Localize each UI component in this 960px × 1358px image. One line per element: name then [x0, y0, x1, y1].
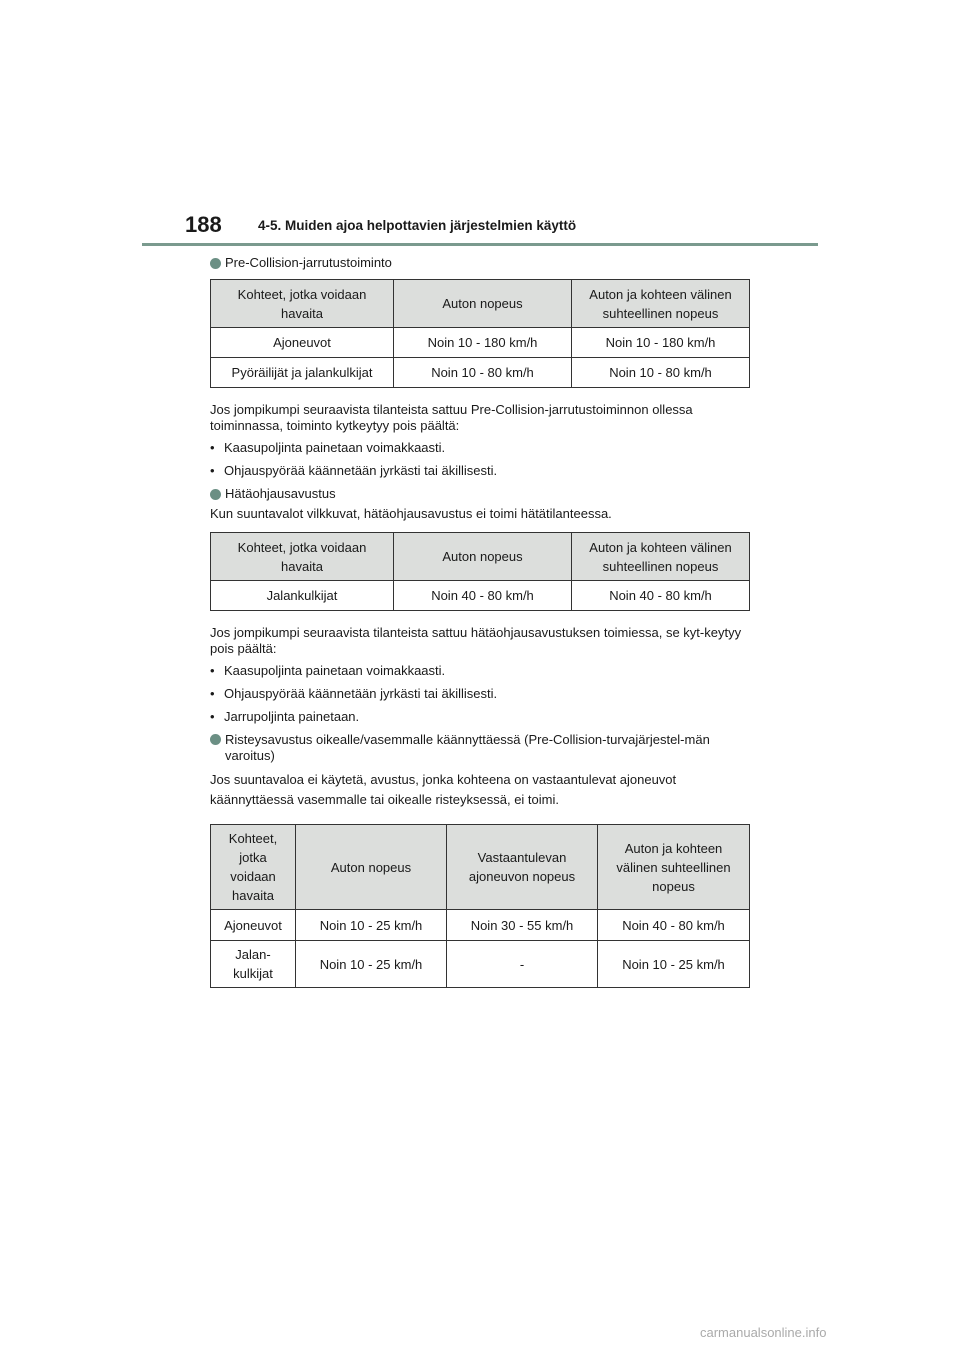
detection-table-2	[210, 532, 750, 611]
watermark: carmanualsonline.info	[700, 1325, 827, 1340]
page-number: 188	[185, 212, 222, 237]
table-cell: Jalan-kulkijat	[211, 941, 296, 988]
table-row	[211, 941, 750, 988]
table-cell: Noin 10 - 80 km/h	[572, 358, 750, 388]
table-header: Auton ja kohteen välinen suhteellinen nopeus	[572, 280, 750, 328]
header-divider	[142, 243, 818, 246]
paragraph: Kun suuntavalot vilkkuvat, hätäohjausavustus ei toimi hätätilanteessa.	[210, 506, 612, 521]
bullet-dot-icon	[210, 734, 221, 745]
bullet-dot-icon	[210, 258, 221, 269]
paragraph: Jos jompikumpi seuraavista tilanteista sattuu hätäohjausavustuksen toimiessa, se kyt-keytyy pois päältä:	[210, 625, 742, 656]
table-cell: -	[447, 941, 598, 988]
page-content	[210, 255, 750, 1002]
table-cell: Noin 10 - 180 km/h	[394, 328, 572, 358]
table-cell: Noin 40 - 80 km/h	[394, 581, 572, 611]
table-cell: Noin 30 - 55 km/h	[447, 910, 598, 941]
list-item: • Ohjauspyörää käännetään jyrkästi tai äkillisesti.	[210, 686, 498, 701]
table-header: Kohteet, jotka voidaan havaita	[211, 825, 296, 910]
table-cell: Noin 10 - 25 km/h	[296, 941, 447, 988]
table-cell: Noin 40 - 80 km/h	[598, 910, 750, 941]
table-cell: Ajoneuvot	[211, 328, 394, 358]
table-header: Vastaantulevan ajoneuvon nopeus	[447, 825, 598, 910]
table-cell: Pyöräilijät ja jalankulkijat	[211, 358, 394, 388]
table-cell: Ajoneuvot	[211, 910, 296, 941]
table-row	[211, 910, 750, 941]
paragraph: Jos suuntavaloa ei käytetä, avustus, jonka kohteena on vastaantulevat ajoneuvot käännyttäessä vasemmalle tai oikealle risteyksessä, ei toimi.	[210, 772, 677, 807]
table-cell: Noin 10 - 180 km/h	[572, 328, 750, 358]
list-item: • Ohjauspyörää käännetään jyrkästi tai äkillisesti.	[210, 463, 498, 478]
list-item: • Jarrupoljinta painetaan.	[210, 709, 360, 724]
list-item: • Kaasupoljinta painetaan voimakkaasti.	[210, 440, 446, 455]
table-row	[211, 328, 750, 358]
list-item: • Kaasupoljinta painetaan voimakkaasti.	[210, 663, 446, 678]
detection-table-1	[210, 279, 750, 388]
table-header: Kohteet, jotka voidaan havaita	[211, 280, 394, 328]
table-header: Auton nopeus	[296, 825, 447, 910]
section-heading-text: Pre-Collision-jarrutustoiminto	[225, 255, 392, 270]
section-heading-text: Hätäohjausavustus	[225, 486, 336, 501]
section-heading	[210, 255, 750, 271]
table-row	[211, 581, 750, 611]
detection-table-3	[210, 824, 750, 988]
table-header: Auton nopeus	[394, 280, 572, 328]
section-heading	[210, 732, 750, 764]
table-cell: Jalankulkijat	[211, 581, 394, 611]
table-row	[211, 358, 750, 388]
table-header: Auton nopeus	[394, 533, 572, 581]
paragraph: Jos jompikumpi seuraavista tilanteista sattuu Pre-Collision-jarrutustoiminnon ollessa toiminnassa, toiminto kytkeytyy pois päältä:	[210, 402, 693, 433]
section-heading-text: Risteysavustus oikealle/vasemmalle käännyttäessä (Pre-Collision-turvajärjestel-män varoitus)	[225, 732, 710, 763]
table-header: Kohteet, jotka voidaan havaita	[211, 533, 394, 581]
section-heading	[210, 486, 750, 502]
table-cell: Noin 40 - 80 km/h	[572, 581, 750, 611]
table-cell: Noin 10 - 80 km/h	[394, 358, 572, 388]
table-header: Auton ja kohteen välinen suhteellinen nopeus	[598, 825, 750, 910]
table-header: Auton ja kohteen välinen suhteellinen nopeus	[572, 533, 750, 581]
bullet-dot-icon	[210, 489, 221, 500]
table-cell: Noin 10 - 25 km/h	[296, 910, 447, 941]
table-cell: Noin 10 - 25 km/h	[598, 941, 750, 988]
section-title: 4-5. Muiden ajoa helpottavien järjestelmien käyttö	[258, 218, 577, 233]
